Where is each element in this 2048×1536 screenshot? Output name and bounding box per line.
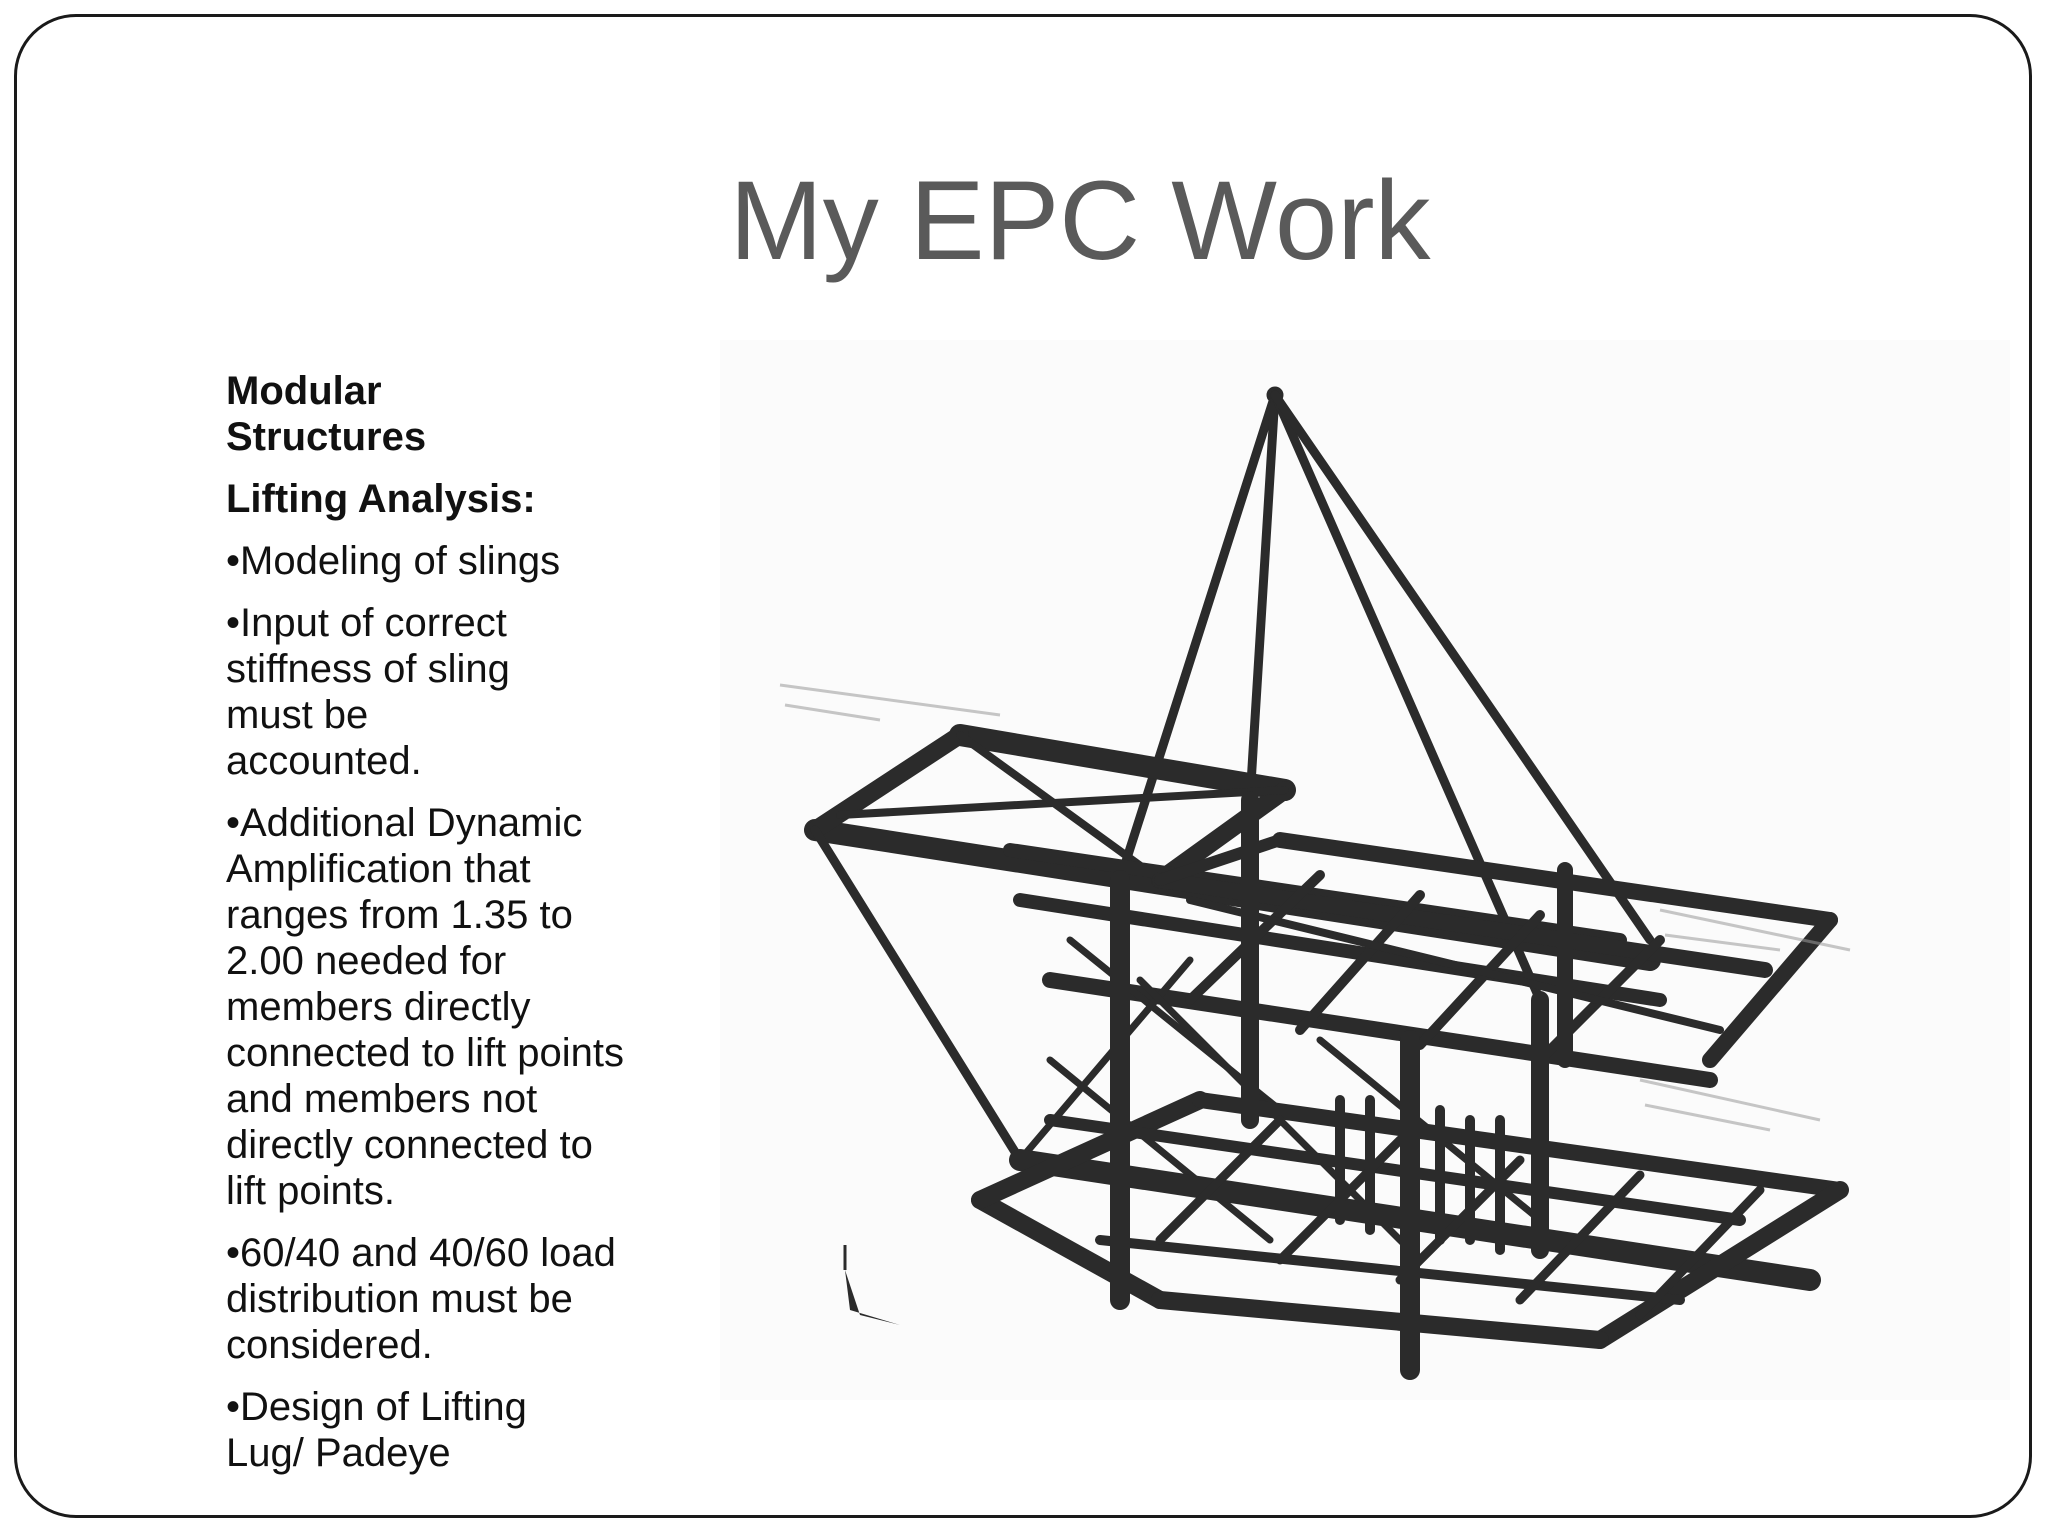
sling-line	[1275, 395, 1650, 940]
upper-deck-beam	[960, 735, 1285, 790]
heading-modular-structures: Modular Structures	[226, 369, 427, 459]
steel-module-lifting-frame-illustration	[720, 340, 2010, 1400]
bullet-item: •Modeling of slings	[226, 539, 561, 583]
bullet-item: •Input of correct stiffness of sling must be accounted.	[226, 601, 510, 783]
bullet-item: •Additional Dynamic Amplification that ranges from 1.35 to 2.00 needed for members directly connected to lift points and members not directly connected to lift points.	[226, 801, 625, 1213]
heading-lifting-analysis: Lifting Analysis:	[226, 477, 536, 521]
bullet-item: •Design of Lifting Lug/ Padeye	[226, 1385, 527, 1475]
bullet-item: •60/40 and 40/60 load distribution must be considered.	[226, 1231, 616, 1367]
lifting-frame-figure	[720, 340, 2010, 1400]
slide-body-text	[226, 368, 646, 1492]
slide-title: My EPC Work	[729, 158, 1431, 283]
axis-triad-icon	[845, 1245, 900, 1325]
